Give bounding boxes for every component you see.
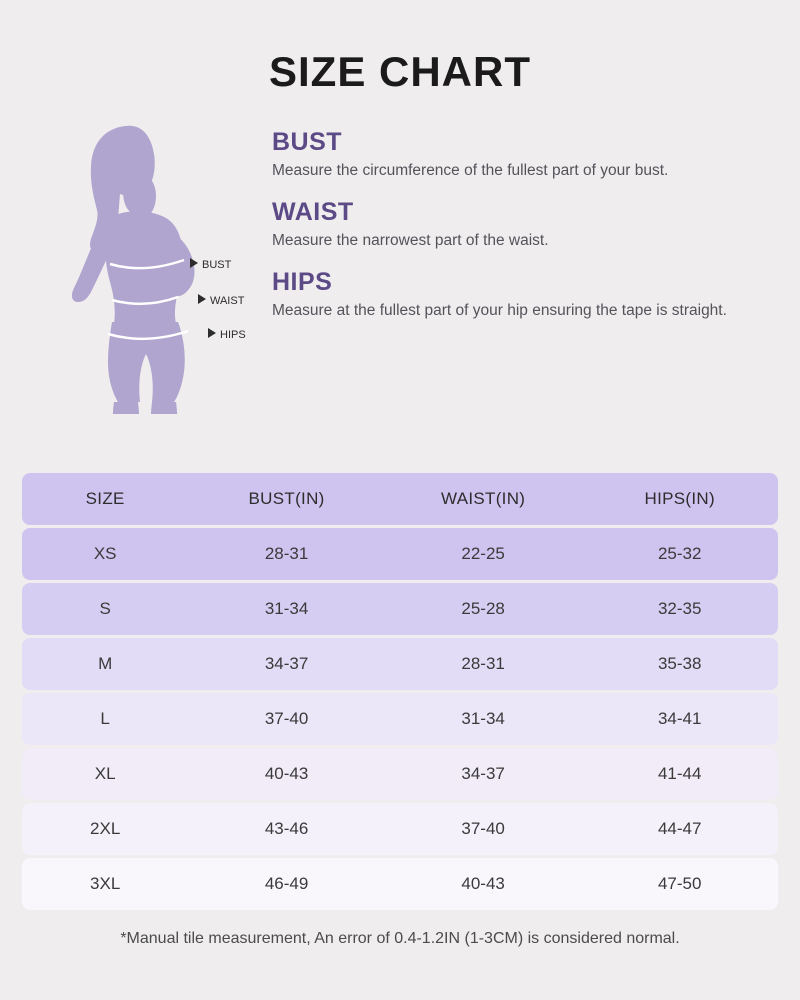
table-row — [22, 803, 778, 855]
cell-waist: 25-28 — [461, 599, 505, 618]
cell-hips: 41-44 — [657, 764, 702, 783]
measurement-disclaimer: *Manual tile measurement, An error of 0.4-1.2IN (1-3CM) is considered normal. — [120, 930, 680, 947]
column-header-bust: BUST(IN) — [248, 489, 325, 508]
female-silhouette-icon — [22, 114, 272, 414]
cell-size: M — [98, 654, 113, 673]
size-table-body — [22, 528, 778, 910]
cell-waist: 34-37 — [461, 764, 505, 783]
table-row — [22, 748, 778, 800]
table-row — [22, 583, 778, 635]
cell-waist: 31-34 — [461, 709, 505, 728]
cell-bust: 28-31 — [264, 544, 309, 563]
cell-bust: 37-40 — [264, 709, 309, 728]
definition-waist — [272, 198, 758, 252]
table-row — [22, 638, 778, 690]
cell-hips: 47-50 — [657, 874, 702, 893]
cell-bust: 31-34 — [264, 599, 309, 618]
cell-bust: 46-49 — [264, 874, 309, 893]
cell-size: S — [99, 599, 111, 618]
figure-label-hips: HIPS — [220, 329, 246, 341]
cell-size: L — [100, 709, 110, 728]
cell-size: 3XL — [90, 874, 121, 893]
cell-hips: 44-47 — [657, 819, 702, 838]
table-row — [22, 693, 778, 745]
cell-hips: 32-35 — [657, 599, 702, 618]
definition-term-hips: HIPS — [272, 267, 333, 296]
size-table-container — [22, 470, 778, 913]
measurement-definitions — [272, 114, 778, 322]
cell-bust: 40-43 — [264, 764, 309, 783]
cell-bust: 43-46 — [264, 819, 309, 838]
measurement-guide-section — [0, 96, 800, 414]
size-table — [22, 470, 778, 913]
definition-desc-hips: Measure at the fullest part of your hip ensuring the tape is straight. — [272, 301, 727, 319]
cell-size: XS — [93, 544, 117, 563]
column-header-waist: WAIST(IN) — [441, 489, 526, 508]
body-figure-illustration — [22, 114, 272, 414]
definition-hips — [272, 268, 758, 322]
cell-size: 2XL — [90, 819, 121, 838]
table-row — [22, 528, 778, 580]
size-table-header — [22, 473, 778, 525]
column-header-hips: HIPS(IN) — [644, 489, 715, 508]
definition-desc-bust: Measure the circumference of the fullest part of your bust. — [272, 162, 669, 179]
column-header-size: SIZE — [85, 489, 125, 508]
definition-desc-waist: Measure the narrowest part of the waist. — [272, 231, 549, 249]
page-title: SIZE CHART — [269, 48, 531, 95]
cell-hips: 35-38 — [657, 654, 702, 673]
cell-waist: 28-31 — [461, 654, 505, 673]
definition-term-bust: BUST — [272, 128, 343, 156]
table-row — [22, 858, 778, 910]
cell-bust: 34-37 — [264, 654, 309, 673]
cell-hips: 25-32 — [657, 544, 702, 563]
cell-size: XL — [94, 764, 116, 783]
table-header-row — [22, 473, 778, 525]
cell-waist: 37-40 — [461, 819, 505, 838]
cell-hips: 34-41 — [657, 709, 702, 728]
figure-label-waist: WAIST — [210, 295, 245, 307]
definition-term-waist: WAIST — [272, 197, 354, 226]
cell-waist: 40-43 — [461, 874, 505, 893]
figure-label-bust: BUST — [202, 259, 232, 271]
cell-waist: 22-25 — [461, 544, 505, 563]
definition-bust — [272, 128, 758, 182]
